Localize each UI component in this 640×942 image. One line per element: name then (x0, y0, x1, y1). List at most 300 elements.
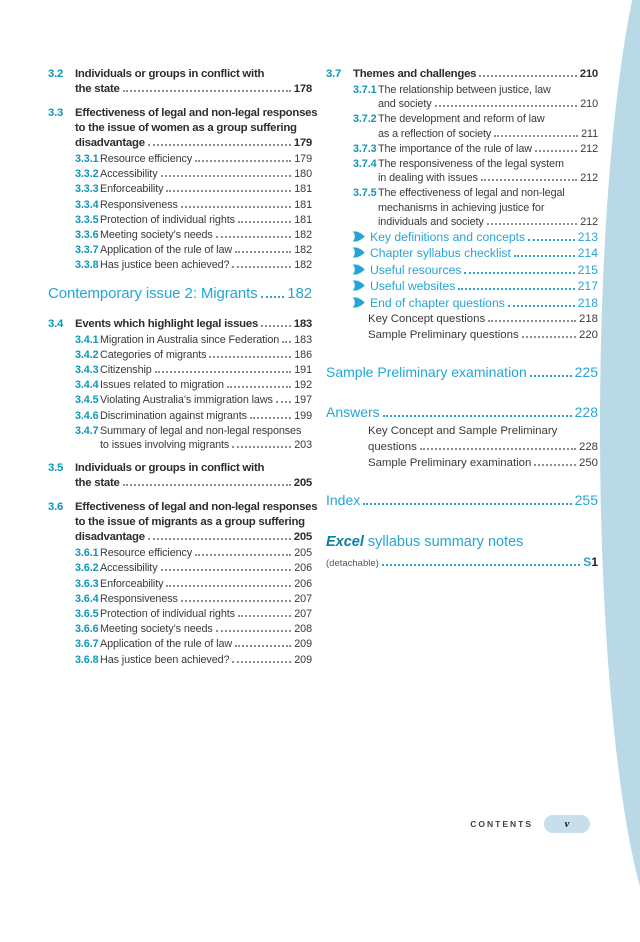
toc-subsection-entry (48, 607, 312, 621)
entry-body (352, 246, 598, 261)
entry-title-line: The development and reform of law (378, 113, 545, 126)
toc-subsection-entry (48, 348, 312, 362)
dotted-leader (216, 234, 292, 238)
dotted-leader (464, 270, 574, 274)
toc-section-entry (48, 461, 312, 491)
entry-body (378, 142, 598, 156)
entry-last-line (368, 312, 598, 327)
dotted-leader (488, 318, 576, 322)
entry-body (378, 112, 598, 140)
dotted-leader (232, 444, 291, 448)
dotted-leader (514, 253, 575, 257)
entry-number: 3.3.4 (75, 198, 99, 211)
toc-subsection-entry (326, 157, 598, 185)
entry-last-line (75, 476, 312, 491)
page-number: 181 (294, 213, 312, 226)
entry-body (100, 152, 312, 166)
entry-title-line: The effectiveness of legal and non-legal (378, 187, 565, 200)
entry-body (368, 312, 598, 327)
dotted-leader (276, 399, 291, 403)
dotted-leader (238, 613, 291, 617)
entry-last-line (326, 403, 598, 421)
bullet-entry (352, 296, 598, 311)
dotted-leader (166, 188, 291, 192)
entry-last-line (100, 198, 312, 212)
entry-body (100, 198, 312, 212)
entry-last-line (352, 230, 598, 245)
entry-body (100, 546, 312, 560)
entry-number: 3.4 (48, 317, 64, 330)
entry-number: 3.5 (48, 462, 64, 475)
dotted-leader (235, 643, 291, 647)
entry-title: Has justice been achieved? (100, 653, 230, 666)
dotted-leader (479, 73, 576, 77)
entry-last-line (352, 296, 598, 311)
entry-title-line: The responsiveness of the legal system (378, 158, 564, 171)
page-number: 212 (580, 172, 598, 185)
entry-title-line: to the issue of migrants as a group suffering (75, 516, 305, 529)
decorative-page-edge-curve (600, 0, 640, 942)
page-number: 186 (294, 348, 312, 361)
page-number: 179 (294, 153, 312, 165)
entry-last-line (326, 363, 598, 381)
entry-number: 3.4.7 (75, 424, 99, 437)
major-heading-entry (326, 491, 598, 509)
page-number: 213 (577, 230, 598, 245)
entry-last-line (100, 393, 312, 407)
toc-subsection-entry (48, 378, 312, 392)
dotted-leader (261, 323, 291, 327)
entry-last-line (100, 213, 312, 227)
entry-title: Accessibility (100, 562, 158, 575)
entry-number: 3.4.1 (75, 333, 99, 346)
toc-subsection-entry (48, 243, 312, 257)
entry-number: 3.7.1 (353, 84, 377, 96)
entry-title: Enforceability (100, 577, 164, 590)
entry-title: Application of the rule of law (100, 244, 233, 257)
page-number: 210 (580, 98, 598, 111)
entry-body (368, 424, 598, 454)
page-number: v (564, 818, 570, 830)
page-number: 206 (294, 562, 312, 575)
toc-column-left (48, 58, 318, 667)
entry-last-line (100, 607, 312, 621)
dotted-leader (232, 659, 291, 663)
toc-column-right (326, 58, 598, 667)
dotted-leader (487, 221, 578, 225)
entry-body (100, 653, 312, 667)
dotted-leader (155, 369, 292, 373)
toc-subsection-entry (48, 167, 312, 181)
entry-title: The importance of the rule of law (378, 142, 532, 155)
entry-number: 3.6.2 (75, 562, 99, 575)
entry-title: individuals and society (378, 215, 484, 228)
toc-plain-entry (368, 328, 598, 343)
dotted-leader (528, 237, 575, 241)
entry-number: 3.7.5 (353, 187, 377, 200)
bullet-entry (352, 279, 598, 294)
entry-title: Key definitions and concepts (370, 230, 526, 245)
page-number: 178 (293, 83, 312, 95)
entry-body (100, 243, 312, 257)
entry-last-line (368, 440, 598, 455)
entry-title: syllabus summary notes (367, 534, 524, 551)
entry-body (100, 561, 312, 575)
entry-title: Application of the rule of law (100, 638, 233, 651)
entry-body (378, 186, 598, 229)
entry-title: Accessibility (100, 168, 158, 181)
entry-title: Useful resources (370, 262, 462, 277)
arrow-bullet-icon (352, 297, 365, 312)
toc-section-entry (326, 67, 598, 82)
entry-number: 3.7.2 (353, 113, 377, 126)
entry-number: 3.4.4 (75, 379, 99, 392)
entry-body (353, 67, 598, 82)
entry-title: Useful websites (370, 279, 456, 294)
page-number: 191 (294, 364, 312, 377)
entry-number: 3.3.2 (75, 168, 99, 181)
toc-plain-entry (368, 424, 598, 454)
toc-subsection-entry (326, 112, 598, 140)
entry-title: Contemporary issue 2: Migrants (48, 284, 258, 302)
entry-title: Meeting society’s needs (100, 623, 213, 636)
entry-last-line (100, 409, 312, 423)
toc-subsection-entry (326, 83, 598, 111)
entry-body (100, 637, 312, 651)
dotted-leader (534, 462, 576, 466)
entry-body (100, 378, 312, 392)
entry-body (378, 83, 598, 111)
toc-subsection-entry (48, 213, 312, 227)
excel-brand-label: Excel (326, 534, 364, 551)
chapter-heading-entry (48, 284, 312, 303)
entry-body (326, 491, 598, 509)
dotted-leader (166, 583, 291, 587)
entry-title-line: mechanisms in achieving justice for (378, 201, 545, 214)
entry-number: 3.6.4 (75, 592, 99, 605)
entry-title: (detachable) (326, 558, 379, 570)
entry-number: 3.7.3 (353, 142, 377, 155)
dotted-leader (181, 204, 291, 208)
entry-title: Enforceability (100, 183, 164, 196)
table-of-contents (48, 58, 598, 667)
entry-number: 3.2 (48, 68, 64, 80)
entry-title: Index (326, 492, 361, 509)
entry-title: Meeting society’s needs (100, 229, 213, 242)
toc-subsection-entry (48, 198, 312, 212)
page-footer (470, 815, 590, 833)
entry-title: Sample Preliminary examination (326, 364, 527, 381)
arrow-bullet-icon (352, 247, 365, 262)
dotted-leader (435, 103, 578, 107)
entry-title: Migration in Australia since Federation (100, 333, 280, 346)
page-number: 217 (577, 279, 598, 294)
toc-subsection-entry (48, 622, 312, 636)
entry-title-line: Key Concept and Sample Preliminary (368, 425, 558, 438)
entry-last-line (100, 228, 312, 242)
entry-number: 3.4.3 (75, 364, 99, 377)
entry-body (100, 409, 312, 423)
entry-last-line (48, 284, 312, 303)
page-number: 225 (574, 364, 598, 381)
toc-section-entry (48, 317, 312, 332)
entry-title: Issues related to migration (100, 379, 224, 392)
page-number: 255 (574, 492, 598, 509)
page-number: 183 (293, 317, 312, 330)
page-number: 205 (293, 477, 312, 490)
entry-last-line (378, 127, 598, 141)
entry-last-line (326, 491, 598, 509)
entry-body (75, 500, 318, 545)
entry-last-line (326, 555, 598, 571)
dotted-leader (383, 413, 572, 417)
page-number: 228 (578, 440, 598, 453)
entry-title-line: Summary of legal and non-legal responses (100, 424, 302, 437)
entry-number: 3.4.6 (75, 409, 99, 422)
entry-body (100, 622, 312, 636)
entry-title: disadvantage (75, 137, 145, 149)
entry-title: to issues involving migrants (100, 439, 230, 452)
major-heading-entry (326, 403, 598, 421)
toc-subsection-entry (48, 333, 312, 347)
entry-title: Chapter syllabus checklist (370, 246, 511, 261)
entry-body (368, 328, 598, 343)
page-number: 205 (294, 547, 312, 560)
toc-subsection-entry (48, 393, 312, 407)
toc-section-entry (48, 67, 312, 97)
dotted-leader (481, 177, 577, 181)
entry-number: 3.6.1 (75, 547, 99, 560)
dotted-leader (508, 303, 575, 307)
dotted-leader (227, 384, 291, 388)
bullet-entry (352, 246, 598, 261)
entry-title: questions (368, 440, 417, 453)
entry-last-line (100, 378, 312, 392)
dotted-leader (216, 628, 292, 632)
page-number: 182 (294, 244, 312, 257)
toc-subsection-entry (326, 186, 598, 229)
page-number: 212 (580, 215, 598, 228)
entry-last-line (100, 152, 312, 166)
page-number: 250 (578, 456, 598, 469)
major-heading-entry (326, 363, 598, 381)
toc-subsection-entry (48, 363, 312, 377)
toc-subsection-entry (48, 228, 312, 242)
dotted-leader (181, 598, 291, 602)
dotted-leader (363, 501, 571, 505)
entry-number: 3.6 (48, 501, 64, 514)
entry-number: 3.6.7 (75, 638, 99, 651)
page-number: 181 (294, 198, 312, 211)
page-number: 209 (294, 653, 312, 666)
entry-number: 3.3 (48, 107, 64, 119)
dotted-leader (148, 536, 291, 540)
entry-number: 3.6.5 (75, 608, 99, 621)
page-number: 197 (294, 394, 312, 407)
entry-last-line (100, 546, 312, 560)
toc-subsection-entry (48, 258, 312, 272)
entry-body (100, 592, 312, 606)
entry-last-line (352, 263, 598, 278)
toc-subsection-entry (48, 182, 312, 196)
toc-subsection-entry (48, 409, 312, 423)
entry-last-line (75, 317, 312, 332)
entry-title: Has justice been achieved? (100, 259, 230, 272)
entry-title: Protection of individual rights (100, 608, 235, 621)
dotted-leader (494, 133, 578, 137)
page-number: 228 (574, 404, 598, 421)
entry-number: 3.6.6 (75, 623, 99, 636)
entry-body (100, 258, 312, 272)
entry-last-line (100, 258, 312, 272)
entry-title: Citizenship (100, 364, 152, 377)
entry-title: Responsiveness (100, 198, 178, 211)
entry-body (326, 363, 598, 381)
page-number: 179 (293, 137, 312, 149)
page-number-suffix: 1 (591, 555, 598, 570)
toc-plain-entry (368, 312, 598, 327)
entry-last-line (378, 215, 598, 229)
entry-title: as a reflection of society (378, 127, 492, 140)
entry-title-line: Effectiveness of legal and non-legal responses (75, 107, 318, 119)
entry-body (75, 461, 312, 491)
entry-body (48, 284, 312, 303)
dotted-leader (161, 567, 292, 571)
dotted-leader (282, 339, 291, 343)
entry-last-line (352, 279, 598, 294)
entry-body (100, 182, 312, 196)
dotted-leader (382, 562, 580, 566)
page-number: 182 (287, 284, 312, 302)
entry-body (100, 348, 312, 362)
entry-title-line: Effectiveness of legal and non-legal responses (75, 501, 318, 514)
entry-last-line (100, 592, 312, 606)
dotted-leader (250, 415, 291, 419)
entry-title: Sample Preliminary examination (368, 456, 532, 469)
entry-body (100, 228, 312, 242)
detachable-entry (326, 555, 598, 571)
entry-title: Responsiveness (100, 592, 178, 605)
page-number: 199 (294, 409, 312, 422)
page-number: 209 (294, 638, 312, 651)
toc-subsection-entry (48, 637, 312, 651)
entry-number: 3.3.5 (75, 213, 99, 226)
dotted-leader (235, 249, 291, 253)
page-number: 215 (577, 262, 598, 277)
toc-subsection-entry (48, 653, 312, 667)
entry-number: 3.7.4 (353, 158, 377, 171)
entry-number: 3.3.8 (75, 259, 99, 272)
entry-title: Discrimination against migrants (100, 409, 247, 422)
entry-title: Categories of migrants (100, 348, 207, 361)
entry-body (100, 393, 312, 407)
page-number: 182 (294, 259, 312, 272)
entry-last-line (378, 171, 598, 185)
toc-subsection-entry (48, 577, 312, 591)
entry-body (100, 607, 312, 621)
entry-last-line (100, 622, 312, 636)
entry-last-line (352, 246, 598, 261)
toc-plain-entry (368, 456, 598, 471)
dotted-leader (522, 334, 576, 338)
entry-title: Answers (326, 404, 380, 421)
arrow-bullet-icon (352, 231, 365, 246)
dotted-leader (458, 286, 574, 290)
entry-last-line (100, 333, 312, 347)
page-number: 218 (578, 313, 598, 326)
entry-number: 3.4.2 (75, 348, 99, 361)
entry-number: 3.6.3 (75, 577, 99, 590)
entry-number: 3.6.8 (75, 653, 99, 666)
toc-subsection-entry (48, 152, 312, 166)
dotted-leader (420, 446, 576, 450)
page-number: 181 (294, 183, 312, 196)
entry-body (100, 213, 312, 227)
dotted-leader (530, 373, 572, 377)
entry-last-line (326, 533, 598, 552)
excel-notes-heading (326, 533, 598, 552)
entry-last-line (100, 561, 312, 575)
page-number-prefix: S (583, 555, 592, 570)
dotted-leader (123, 482, 291, 486)
entry-body (100, 333, 312, 347)
page-number: 218 (577, 295, 598, 310)
entry-last-line (75, 82, 312, 97)
page-number: 220 (578, 329, 598, 342)
entry-last-line (368, 456, 598, 471)
entry-body (378, 157, 598, 185)
page-number: 212 (580, 142, 598, 155)
toc-subsection-entry (48, 561, 312, 575)
entry-body (326, 555, 598, 571)
dotted-leader (148, 142, 291, 146)
entry-last-line (368, 328, 598, 343)
entry-title: Events which highlight legal issues (75, 317, 259, 330)
entry-last-line (100, 637, 312, 651)
entry-last-line (100, 577, 312, 591)
entry-body (352, 230, 598, 245)
entry-title: Violating Australia’s immigration laws (100, 394, 273, 407)
entry-title: End of chapter questions (370, 295, 505, 310)
entry-last-line (75, 136, 312, 151)
dotted-leader (209, 354, 291, 358)
entry-title: Themes and challenges (353, 68, 477, 80)
entry-last-line (100, 653, 312, 667)
entry-title: Resource efficiency (100, 547, 193, 560)
entry-last-line (100, 348, 312, 362)
entry-last-line (378, 142, 598, 156)
entry-title-line: to the issue of women as a group suffering (75, 122, 297, 134)
toc-subsection-entry (326, 142, 598, 156)
entry-body (75, 106, 318, 151)
entry-last-line (100, 438, 312, 452)
entry-number: 3.3.3 (75, 183, 99, 196)
page-number: 180 (294, 168, 312, 181)
entry-title: and society (378, 98, 432, 111)
entry-body (100, 363, 312, 377)
dotted-leader (161, 173, 292, 177)
entry-title: in dealing with issues (378, 172, 478, 185)
entry-number: 3.4.5 (75, 394, 99, 407)
entry-body (326, 533, 598, 552)
dotted-leader (238, 219, 291, 223)
entry-title-line: The relationship between justice, law (378, 84, 551, 96)
toc-subsection-entry (48, 592, 312, 606)
entry-number: 3.3.1 (75, 153, 99, 165)
entry-last-line (100, 363, 312, 377)
entry-last-line (353, 67, 598, 82)
entry-last-line (100, 243, 312, 257)
